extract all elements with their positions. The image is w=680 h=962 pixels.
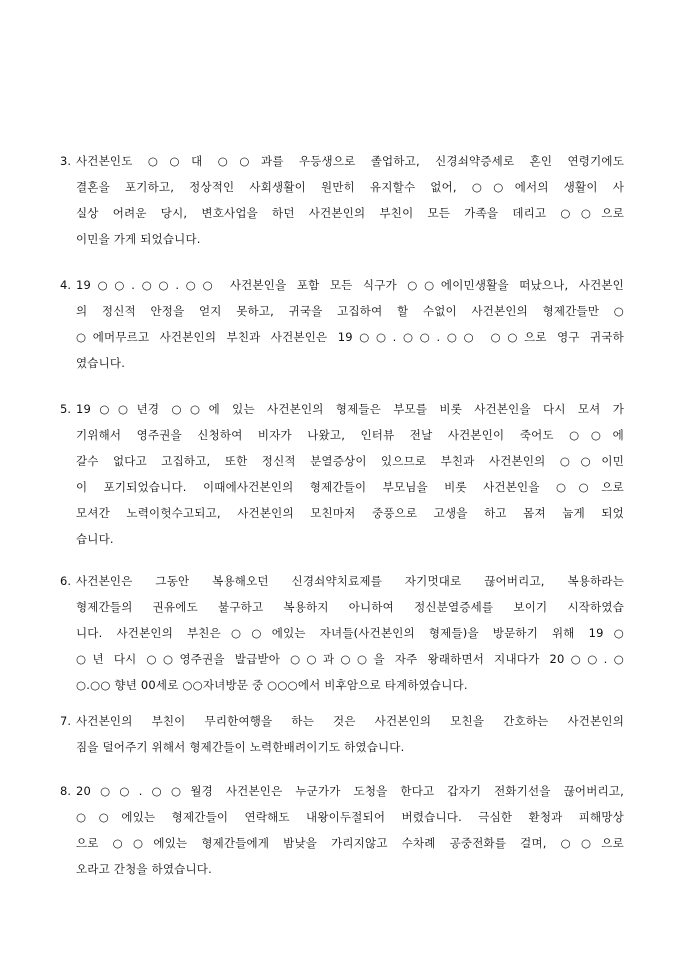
text-line: 이민을 가게 되었습니다.: [76, 232, 201, 246]
text-line: 사건본인은 그동안 복용해오던 신경쇠약치료제를 자기멋대로 끊어버리고, 복용하라는: [76, 574, 624, 588]
paragraph-number: 6.: [60, 574, 71, 588]
text-line: 형제간들의 권유에도 불구하고 복용하지 아니하여 정신분열증세를 보이기 시작하였습: [76, 600, 624, 614]
text-line: ○년 다시 ○○영주권을 발급받아 ○○과○○을 자주 왕래하면서 지내다가 20○○.○: [76, 652, 624, 666]
paragraph-number: 7.: [60, 714, 71, 728]
text-line: 였습니다.: [76, 356, 126, 370]
paragraph-number: 5.: [60, 402, 71, 416]
text-line: 짐을 덜어주기 위해서 형제간들이 노력한배려이기도 하였습니다.: [76, 740, 405, 754]
text-line: 20○○.○○월경 사건본인은 누군가가 도청을 한다고 갑자기 전화기선을 끊어버리고,: [76, 784, 624, 798]
paragraph-text: [76, 396, 624, 552]
paragraph-text: [76, 148, 624, 252]
text-line: 니다. 사건본인의 부친은○○에있는 자녀들(사건본인의 형제들)을 방문하기 위해 19○: [76, 626, 624, 640]
paragraph-7: [60, 708, 624, 760]
paragraph-6: [60, 568, 624, 698]
text-line: ○○에있는 형제간들이 연락해도 내왕이두절되어 버렸습니다. 극심한 환청과 피해망상: [76, 810, 624, 824]
text-line: 19○○.○○.○○ 사건본인을 포함 모든 식구가 ○○에이민생활을 떠났으나, 사건본인: [76, 278, 624, 292]
paragraph-number: 3.: [60, 154, 71, 168]
paragraph-text: [76, 272, 624, 376]
text-line: 오라고 간청을 하였습니다.: [76, 862, 212, 876]
text-line: 19○○년경 ○○에 있는 사건본인의 형제들은 부모를 비롯 사건본인을 다시 모셔 가: [76, 402, 624, 416]
text-line: ○.○○ 향년 00세로 ○○자녀방문 중 ○○○에서 비후암으로 타계하였습니다.: [76, 678, 468, 692]
paragraph-4: [60, 272, 624, 376]
text-line: 실상 어려운 당시, 변호사업을 하던 사건본인의 부친이 모든 가족을 데리고 ○○으로: [76, 206, 624, 220]
paragraph-text: [76, 708, 624, 760]
paragraph-5: [60, 396, 624, 552]
text-line: 으로 ○○에있는 형제간들에게 밤낮을 가리지않고 수차례 공중전화를 걸며, ○○으로: [76, 836, 624, 850]
text-line: 결혼을 포기하고, 정상적인 사회생활이 원만히 유지할수 없어, ○○에서의 생활이 사: [76, 180, 624, 194]
text-line: 기위해서 영주권을 신청하여 비자가 나왔고, 인터뷰 전날 사건본인이 죽어도 ○○에: [76, 428, 624, 442]
paragraph-number: 8.: [60, 784, 71, 798]
paragraph-text: [76, 568, 624, 698]
paragraph-3: [60, 148, 624, 252]
text-line: 습니다.: [76, 532, 114, 546]
text-line: ○에머무르고 사건본인의 부친과 사건본인은 19○○.○○.○○ ○○으로 영구 귀국하: [76, 330, 624, 344]
text-line: 의 정신적 안정을 얻지 못하고, 귀국을 고집하여 할 수없이 사건본인의 형제간들만 ○: [76, 304, 624, 318]
text-line: 이 포기되었습니다. 이때에사건본인의 형제간들이 부모님을 비롯 사건본인을 ○○으로: [76, 480, 624, 494]
text-line: 모셔간 노력이헛수고되고, 사건본인의 모친마저 중풍으로 고생을 하고 몸져 눕게 되었: [76, 506, 624, 520]
text-line: 사건본인도 ○○대 ○○과를 우등생으로 졸업하고, 신경쇠약증세로 혼인 연령기에도: [76, 154, 624, 168]
paragraph-text: [76, 778, 624, 882]
paragraph-number: 4.: [60, 278, 71, 292]
paragraph-8: [60, 778, 624, 882]
text-line: 사건본인의 부친이 무리한여행을 하는 것은 사건본인의 모친을 간호하는 사건본인의: [76, 714, 624, 728]
text-line: 갈수 없다고 고집하고, 또한 정신적 분열증상이 있으므로 부친과 사건본인의 ○○이민: [76, 454, 624, 468]
